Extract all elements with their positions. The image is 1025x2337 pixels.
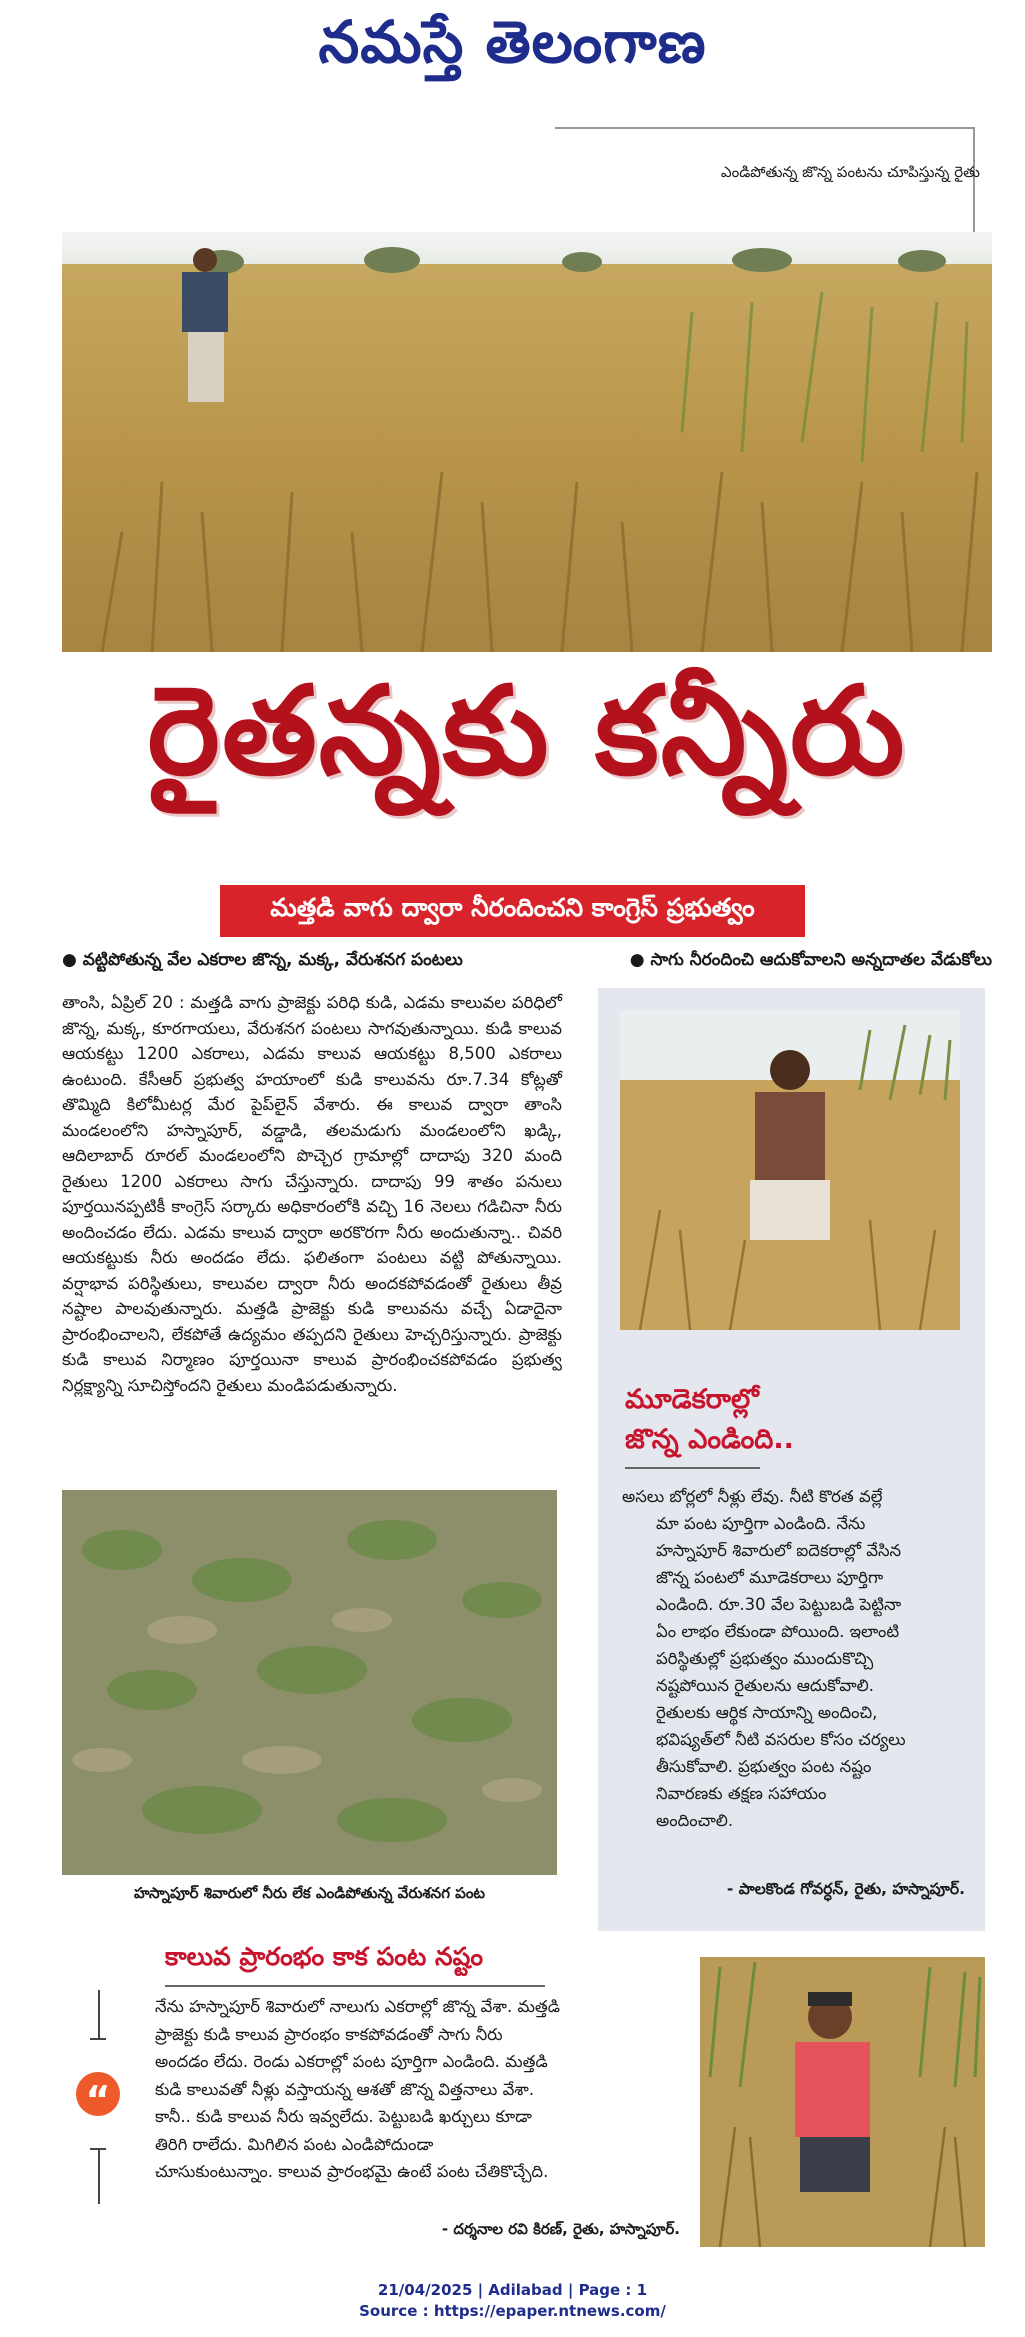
sidebar-title-line-2: జొన్న ఎండింది.. xyxy=(625,1424,794,1455)
box-quote-line: ప్రాజెక్టు కుడి కాలువ ప్రారంభం కాకపోవడంతో సాగు నీరు xyxy=(155,2024,503,2044)
field-photo-illustration xyxy=(62,232,992,652)
box-quote xyxy=(155,1993,685,2186)
photo-dry-groundnut-crop xyxy=(62,1490,557,1875)
sidebar-quote-line: మా పంట పూర్తిగా ఎండింది. నేను xyxy=(656,1514,866,1533)
photo-caption: ఎండిపోతున్న జొన్న పంటను చూపిస్తున్న రైతు xyxy=(720,163,980,181)
quote-line-top xyxy=(98,1990,100,2038)
sidebar-attribution: - పాలకొండ గోవర్ధన్, రైతు, హస్నాపూర్. xyxy=(726,1880,965,1898)
quote-mark-icon: “ xyxy=(76,2072,120,2116)
sidebar-quote-line: తీసుకోవాలి. ప్రభుత్వం పంట నష్టం xyxy=(656,1757,872,1776)
sidebar-rule xyxy=(625,1467,760,1469)
photo-farmer-red-shirt xyxy=(700,1957,985,2247)
sidebar-quote xyxy=(622,1483,967,1834)
bullet-2: ● సాగు నీరందించి ఆదుకోవాలని అన్నదాతల వేడుకోలు xyxy=(629,950,992,970)
sidebar-quote-line: అందించాలి. xyxy=(656,1811,734,1830)
article-body: తాంసి, ఏప్రిల్ 20 : మత్తడి వాగు ప్రాజెక్టు పరిధి కుడి, ఎడమ కాలువల పరిధిలో జొన్న, మక్క, కూరగాయలు, వేరుశనగ పంటలు సాగవుతున్నాయి. కుడి కాలువ ఆయకట్టు 1200 ఎకరాలు, ఎడమ కాలువ ఆయకట్టు 8,500 ఎకరాలు ఉంటుంది. కేసీఆర్ ప్రభుత్వ హయాంలో కుడి కాలువను రూ.7.34 కోట్లతో తొమ్మిది కిలోమీటర్ల మేర పైప్‌లైన్ వేశారు. ఈ కాలువ ద్వారా తాంసి మండలంలోని హస్నాపూర్, వడ్డాడి, తలమడుగు మండలంలోని ఖడ్కి, ఆదిలాబాద్ రూరల్ మండలంలోని పొచ్చెర గ్రామాల్లో దాదాపు 320 మంది రైతులు 1200 ఎకరాలు సాగు చేస్తున్నారు. దాదాపు 99 శాతం పనులు పూర్తయినప్పటికీ కాంగ్రెస్ సర్కారు అధికారంలోకి వచ్చి 16 నెలలు గడిచినా నీరు అందించడం లేదు. ఎడమ కాలువ ద్వారా అరకొరగా నీరు అందుతున్నా.. చివరి ఆయకట్టుకు నీరు అందడం లేదు. ఫలితంగా పంటలు వట్టి పోతున్నాయి. వర్షాభావ పరిస్థితులు, కాలువల ద్వారా నీరు అందకపోవడంతో రైతులు తీవ్ర నష్టాల పాలవుతున్నారు. మత్తడి ప్రాజెక్టు కుడి కాలువను వచ్చే ఏడాదైనా ప్రారంభించాలని, లేకపోతే ఉద్యమం తప్పదని రైతులు హెచ్చరిస్తున్నారు. ప్రాజెక్టు కుడి కాలువ నిర్మాణం పూర్తయినా కాలువ ప్రారంభించకపోవడం ప్రభుత్వ నిర్లక్ష్యాన్ని సూచిస్తోందని రైతులు మండిపడుతున్నారు. xyxy=(62,993,562,1395)
quote-line-bottom xyxy=(98,2150,100,2204)
box-quote-line: తిరిగి రాలేదు. మిగిలిన పంట ఎండిపోదుండా xyxy=(155,2134,434,2154)
quote-tick-top xyxy=(90,2038,106,2040)
sidebar-quote-line: భవిష్యత్‌లో నీటి వసరుల కోసం చర్యలు xyxy=(656,1730,906,1749)
footer xyxy=(0,2280,1025,2322)
sidebar-quote-line: ఏం లాభం లేకుండా పోయింది. ఇలాంటి xyxy=(656,1622,900,1641)
caption-rule-top xyxy=(555,127,975,129)
red-shirt-farmer-illustration xyxy=(700,1957,985,2247)
sidebar-quote-line: హస్నాపూర్ శివారులో ఐదెకరాల్లో వేసిన xyxy=(656,1541,902,1560)
headline: రైతన్నకు కన్నీరు xyxy=(147,660,907,802)
photo-farmer-squatting-in-field xyxy=(620,1010,960,1330)
lower-photo-caption: హస్నాపూర్ శివారులో నీరు లేక ఎండిపోతున్న వేరుశనగ పంట xyxy=(133,1884,486,1902)
photo-farmer-standing-in-dry-jowar-field xyxy=(62,232,992,652)
squatting-farmer-illustration xyxy=(620,1010,960,1330)
footer-date-line: 21/04/2025 | Adilabad | Page : 1 xyxy=(377,2281,648,2299)
subheadline: మత్తడి వాగు ద్వారా నీరందించని కాంగ్రెస్ ప్రభుత్వం xyxy=(220,885,805,937)
footer-source-link[interactable]: Source : https://epaper.ntnews.com/ xyxy=(359,2302,666,2320)
sidebar-quote-line: జొన్న పంటలో మూడెకరాలు పూర్తిగా xyxy=(656,1568,884,1587)
bullet-points xyxy=(62,950,992,974)
sidebar-quote-line: నష్టపోయిన రైతులను ఆదుకోవాలి. xyxy=(656,1676,875,1695)
box-quote-line: కుడి కాలువతో నీళ్లు వస్తాయన్న ఆశతో జొన్న విత్తనాలు వేశా. xyxy=(155,2079,535,2099)
box-quote-line: నేను హస్నాపూర్ శివారులో నాలుగు ఎకరాల్లో జొన్న వేశా. మత్తడి xyxy=(155,1997,560,2016)
box-title: కాలువ ప్రారంభం కాక పంట నష్టం xyxy=(165,1942,484,1971)
sidebar-quote-line: పరిస్థితుల్లో ప్రభుత్వం ముందుకొచ్చి xyxy=(656,1649,874,1668)
sidebar-title-line-1: మూడెకరాల్లో xyxy=(625,1384,759,1415)
bullet-1: ● వట్టిపోతున్న వేల ఎకరాల జొన్న, మక్క, వేరుశనగ పంటలు xyxy=(62,950,463,970)
masthead: నమస్తే తెలంగాణ xyxy=(318,8,707,76)
sidebar-quote-line: ఎండింది. రూ.30 వేల పెట్టుబడి పెట్టినా xyxy=(656,1595,902,1614)
sidebar-quote-line: అసలు బోర్లలో నీళ్లు లేవు. నీటి కొరత వల్లే xyxy=(622,1487,883,1506)
box-quote-line: అందడం లేదు. రెండు ఎకరాల్లో పంట పూర్తిగా ఎండింది. మత్తడి xyxy=(155,2052,548,2071)
groundnut-field-illustration xyxy=(62,1490,557,1875)
box-rule xyxy=(165,1985,545,1987)
box-quote-line: కానీ.. కుడి కాలువ నీరు ఇవ్వలేదు. పెట్టుబడి ఖర్చులు కూడా xyxy=(155,2107,532,2126)
box-attribution: - దర్శనాల రవి కిరణ్, రైతు, హస్నాపూర్. xyxy=(441,2220,680,2238)
sidebar-quote-line: రైతులకు ఆర్థిక సాయాన్ని అందించి, xyxy=(656,1703,878,1722)
sidebar-title xyxy=(625,1380,965,1460)
sidebar-quote-line: నివారణకు తక్షణ సహాయం xyxy=(656,1784,827,1803)
box-quote-line: చూసుకుంటున్నాం. కాలువ ప్రారంభమై ఉంటే పంట చేతికొచ్చేది. xyxy=(155,2162,549,2181)
